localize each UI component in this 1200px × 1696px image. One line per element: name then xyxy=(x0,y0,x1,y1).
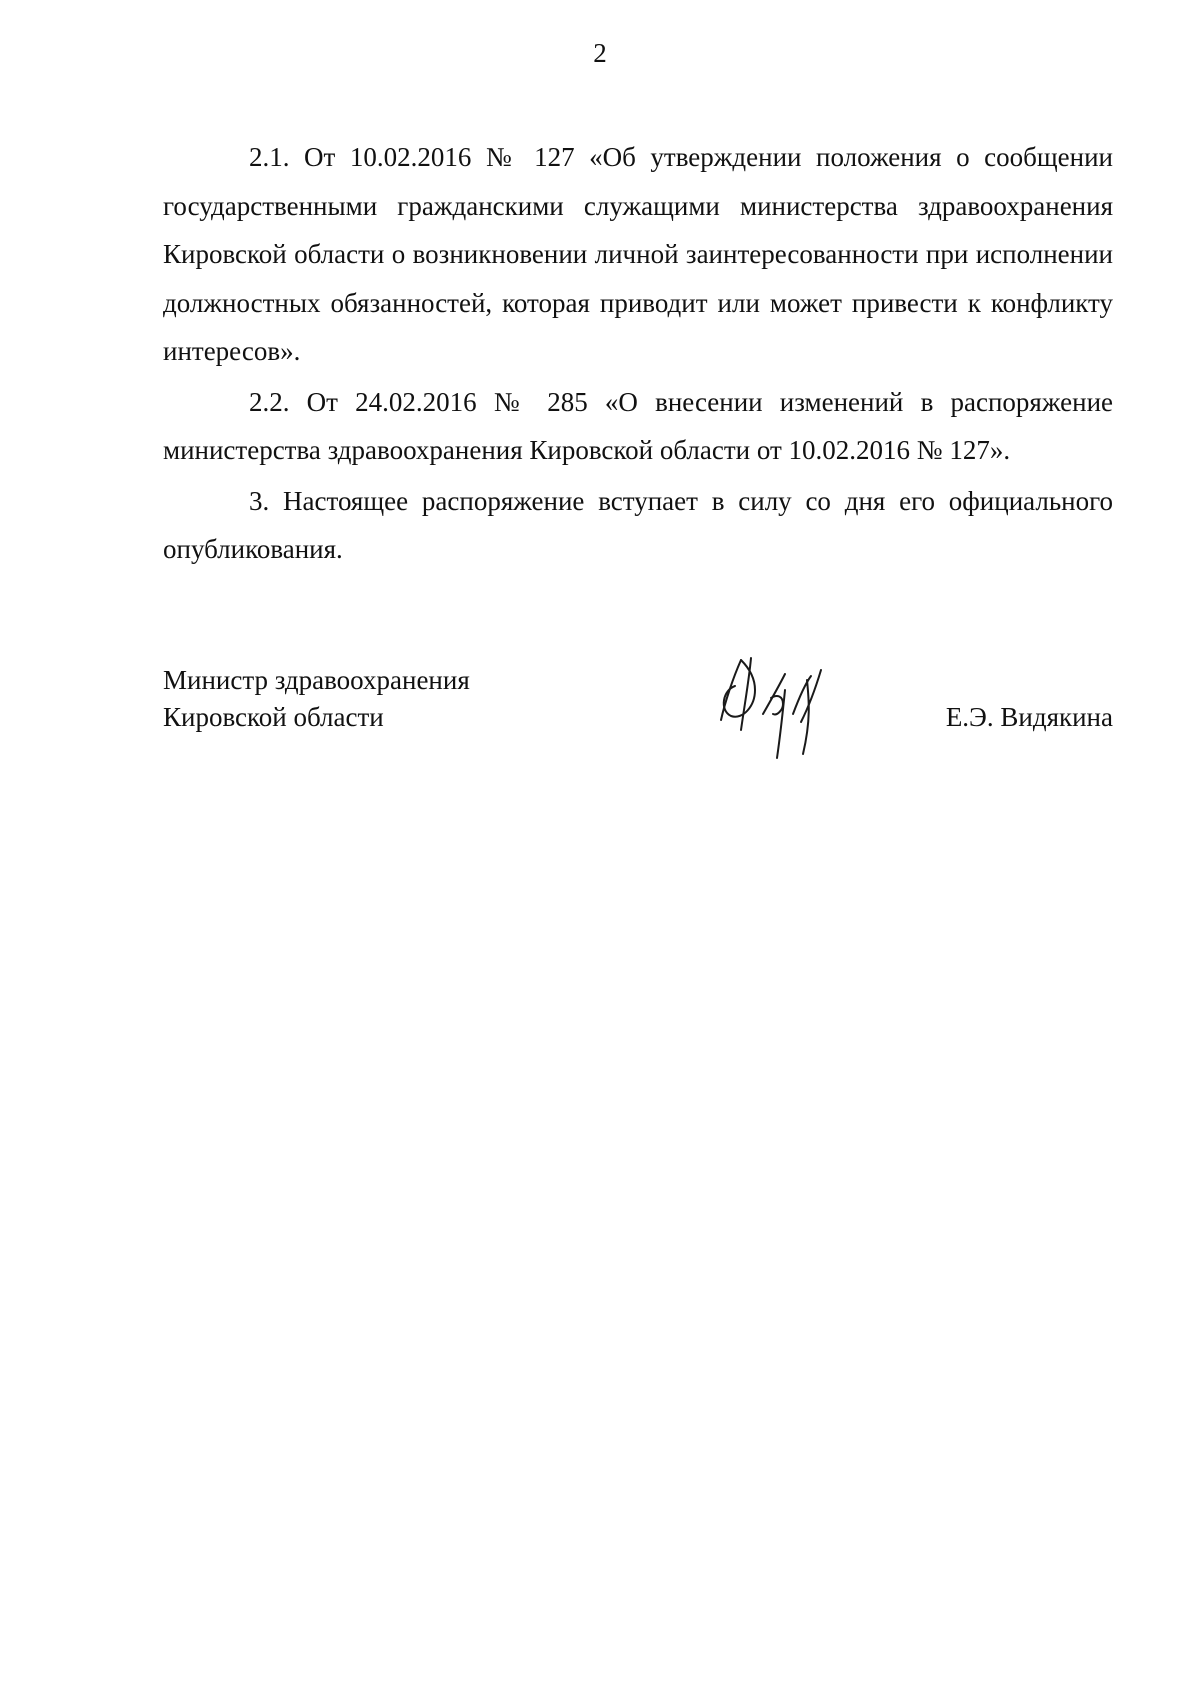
handwritten-signature-icon xyxy=(711,650,841,760)
signer-title-line-1: Министр здравоохранения xyxy=(163,665,470,695)
paragraph-2-2: 2.2. От 24.02.2016 № 285 «О внесении изменений в распоряжение министерства здравоохранения Кировской области от 10.02.2016 № 127». xyxy=(163,386,1113,465)
paragraph-3: 3. Настоящее распоряжение вступает в силу со дня его официального опубликования. xyxy=(163,485,1113,564)
signer-title-line-2: Кировской области xyxy=(163,702,384,732)
signature-block xyxy=(163,662,1113,782)
signer-name: Е.Э. Видякина xyxy=(945,702,1113,732)
document-body xyxy=(163,133,1113,576)
paragraph-2-1: 2.1. От 10.02.2016 № 127 «Об утверждении положения о сообщении государственными гражданскими служащими министерства здравоохранения Кировской области о возникновении личной заинтересованности при исполнении должностных обязанностей, которая приводит или может привести к конфликту интересов». xyxy=(163,142,1113,366)
page-number: 2 xyxy=(593,38,607,68)
signer-title xyxy=(163,662,470,736)
